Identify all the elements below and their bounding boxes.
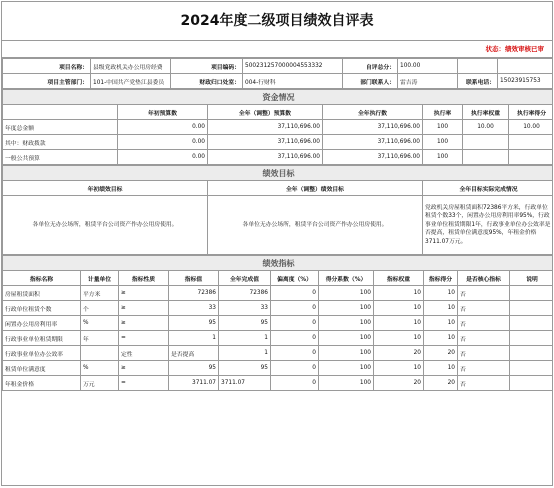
funds-header: 全年执行数 <box>323 105 423 120</box>
funds-cell <box>463 150 509 165</box>
indicator-cell: 95 <box>219 361 271 376</box>
indicator-cell: 是否提高 <box>169 346 219 361</box>
table-row <box>3 301 554 316</box>
indicator-cell: 3711.07 <box>169 376 219 391</box>
indicator-cell: 否 <box>458 376 510 391</box>
indicator-cell: 房屋租赁面积 <box>3 286 81 301</box>
indicator-cell: 10 <box>374 361 424 376</box>
indicator-cell: 10 <box>424 286 458 301</box>
indicator-cell: 10 <box>424 331 458 346</box>
actual-completion: 党政机关房屋租赁面积72386平方米，行政单位租赁个数33个，闲置办公用房利用率95%，行政事业单位租赁期限1年，行政事业单位办公效率是否提高，租赁单位满意度95%，年租金价格3711.07万元。 <box>423 196 554 255</box>
page-title: 2024年度二级项目绩效自评表 <box>2 2 552 41</box>
dept-label: 项目主管部门： <box>3 74 91 89</box>
info-empty-2 <box>498 59 554 74</box>
indicator-cell: 行政事业单位办公效率 <box>3 346 81 361</box>
funds-cell: 年度总金额 <box>3 120 118 135</box>
goals-header: 全年目标实际完成情况 <box>423 181 554 196</box>
funds-cell: 100 <box>423 150 463 165</box>
indicator-cell: 0 <box>271 361 319 376</box>
table-row <box>3 331 554 346</box>
indicator-header: 是否核心指标 <box>458 271 510 286</box>
project-code-value: 500231257000004553332 <box>243 59 343 74</box>
indicator-cell <box>510 361 554 376</box>
indicator-cell: 20 <box>374 376 424 391</box>
indicator-cell: 0 <box>271 286 319 301</box>
indicator-cell <box>81 346 119 361</box>
funds-table <box>2 89 553 165</box>
indicator-cell: 95 <box>169 316 219 331</box>
finance-label: 财政归口处室： <box>171 74 243 89</box>
indicator-cell: 10 <box>374 301 424 316</box>
score-label: 自评总分： <box>343 59 398 74</box>
dept-value: 101-中国共产党垫江县委员 <box>91 74 171 89</box>
indicator-cell: 3711.07 <box>219 376 271 391</box>
funds-cell: 37,110,696.00 <box>208 150 323 165</box>
funds-cell <box>509 135 554 150</box>
funds-cell: 37,110,696.00 <box>323 135 423 150</box>
contact-value: 雷吉涛 <box>398 74 458 89</box>
indicator-cell <box>510 301 554 316</box>
goals-section-title: 绩效目标 <box>3 166 554 181</box>
indicator-cell: 72386 <box>219 286 271 301</box>
table-row <box>3 361 554 376</box>
goals-table <box>2 165 553 255</box>
indicator-cell: 100 <box>319 376 374 391</box>
indicator-cell: 1 <box>219 346 271 361</box>
indicator-cell: 10 <box>374 316 424 331</box>
table-row <box>3 316 554 331</box>
indicator-cell: = <box>119 331 169 346</box>
indicator-cell <box>510 316 554 331</box>
funds-cell: 0.00 <box>118 135 208 150</box>
indicator-cell: 95 <box>169 361 219 376</box>
indicator-cell: 0 <box>271 346 319 361</box>
indicator-cell: 20 <box>424 376 458 391</box>
indicator-cell: 100 <box>319 316 374 331</box>
indicator-cell: 100 <box>319 331 374 346</box>
funds-header: 年初预算数 <box>118 105 208 120</box>
indicators-header-row <box>3 271 554 286</box>
indicator-cell: % <box>81 316 119 331</box>
indicator-header: 指标值 <box>169 271 219 286</box>
indicator-cell: 万元 <box>81 376 119 391</box>
indicator-cell <box>510 331 554 346</box>
indicator-header: 指标权重 <box>374 271 424 286</box>
indicator-cell: 1 <box>219 331 271 346</box>
goals-header: 全年（调整）绩效目标 <box>208 181 423 196</box>
funds-cell <box>463 135 509 150</box>
indicator-cell: 平方米 <box>81 286 119 301</box>
indicator-cell: 10 <box>374 286 424 301</box>
finance-value: 004-行财科 <box>243 74 343 89</box>
indicator-cell: 10 <box>424 361 458 376</box>
funds-cell: 10.00 <box>509 120 554 135</box>
funds-cell: 0.00 <box>118 150 208 165</box>
indicator-cell: 否 <box>458 346 510 361</box>
indicator-cell: 否 <box>458 316 510 331</box>
indicator-cell: 10 <box>374 331 424 346</box>
indicator-header: 指标性质 <box>119 271 169 286</box>
adjusted-goal: 各单位无办公场所，租赁平台公司资产作办公用房使用。 <box>208 196 423 255</box>
indicator-cell: 行政事业单位租赁期限 <box>3 331 81 346</box>
funds-cell: 37,110,696.00 <box>208 135 323 150</box>
indicator-cell: 0 <box>271 301 319 316</box>
indicator-cell: 否 <box>458 301 510 316</box>
funds-header-row <box>3 105 554 120</box>
indicator-cell: 95 <box>219 316 271 331</box>
project-name-value: 县级党政机关办公用房经费 <box>91 59 171 74</box>
indicator-cell: 闲置办公用房利用率 <box>3 316 81 331</box>
funds-cell <box>509 150 554 165</box>
indicator-cell: 72386 <box>169 286 219 301</box>
table-row <box>3 150 554 165</box>
indicator-cell: 否 <box>458 361 510 376</box>
indicator-cell: 0 <box>271 376 319 391</box>
indicator-cell <box>510 346 554 361</box>
indicator-cell: 0 <box>271 316 319 331</box>
table-row <box>3 120 554 135</box>
funds-header: 执行率权重 <box>463 105 509 120</box>
indicator-cell: ≥ <box>119 301 169 316</box>
indicator-cell: 年租金价格 <box>3 376 81 391</box>
goals-content-row <box>3 196 554 255</box>
phone-label: 联系电话： <box>458 74 498 89</box>
funds-section-title: 资金情况 <box>3 90 554 105</box>
indicator-header: 指标名称 <box>3 271 81 286</box>
indicator-cell: 否 <box>458 331 510 346</box>
indicator-cell: 年 <box>81 331 119 346</box>
table-row <box>3 135 554 150</box>
indicator-cell: 100 <box>319 301 374 316</box>
goals-header: 年初绩效目标 <box>3 181 208 196</box>
indicator-header: 计量单位 <box>81 271 119 286</box>
indicator-cell: 20 <box>374 346 424 361</box>
indicators-section-title: 绩效指标 <box>3 256 554 271</box>
indicator-cell: % <box>81 361 119 376</box>
indicator-cell: ≥ <box>119 361 169 376</box>
table-row <box>3 286 554 301</box>
project-name-label: 项目名称： <box>3 59 91 74</box>
info-row-2 <box>3 74 554 89</box>
indicator-cell: 10 <box>424 301 458 316</box>
indicator-header: 全年完成值 <box>219 271 271 286</box>
funds-cell: 0.00 <box>118 120 208 135</box>
indicator-cell: 33 <box>169 301 219 316</box>
self-evaluation-form <box>1 1 553 486</box>
funds-cell: 100 <box>423 135 463 150</box>
indicator-cell: 行政单位租赁个数 <box>3 301 81 316</box>
funds-header: 执行率得分 <box>509 105 554 120</box>
project-info-table <box>2 58 553 89</box>
indicator-cell: 定性 <box>119 346 169 361</box>
indicator-cell: 个 <box>81 301 119 316</box>
funds-cell: 37,110,696.00 <box>208 120 323 135</box>
phone-value: 15023915753 <box>498 74 554 89</box>
indicator-cell: 100 <box>319 286 374 301</box>
indicator-cell: 10 <box>424 316 458 331</box>
indicator-header: 偏离度（%） <box>271 271 319 286</box>
indicator-header: 指标得分 <box>424 271 458 286</box>
indicator-cell: 100 <box>319 346 374 361</box>
indicator-cell <box>510 286 554 301</box>
goals-header-row <box>3 181 554 196</box>
indicator-cell: ≥ <box>119 286 169 301</box>
indicator-cell <box>510 376 554 391</box>
indicator-cell: = <box>119 376 169 391</box>
funds-header <box>3 105 118 120</box>
funds-cell: 37,110,696.00 <box>323 120 423 135</box>
initial-goal: 各单位无办公场所，租赁平台公司资产作办公用房使用。 <box>3 196 208 255</box>
indicator-cell: 100 <box>319 361 374 376</box>
funds-header: 全年（调整）预算数 <box>208 105 323 120</box>
indicators-table <box>2 255 553 391</box>
funds-cell: 其中：财政拨款 <box>3 135 118 150</box>
status-badge: 状态：绩效审核已审 <box>2 41 552 58</box>
score-value: 100.00 <box>398 59 458 74</box>
project-code-label: 项目编码： <box>171 59 243 74</box>
table-row <box>3 346 554 361</box>
indicator-cell: 33 <box>219 301 271 316</box>
indicator-header: 说明 <box>510 271 554 286</box>
indicator-cell: 1 <box>169 331 219 346</box>
funds-cell: 37,110,696.00 <box>323 150 423 165</box>
contact-label: 部门联系人： <box>343 74 398 89</box>
indicator-header: 得分系数（%） <box>319 271 374 286</box>
indicator-cell: 20 <box>424 346 458 361</box>
info-empty-1 <box>458 59 498 74</box>
indicator-cell: ≥ <box>119 316 169 331</box>
info-row-1 <box>3 59 554 74</box>
funds-header: 执行率 <box>423 105 463 120</box>
funds-cell: 100 <box>423 120 463 135</box>
indicator-cell: 0 <box>271 331 319 346</box>
indicator-cell: 租赁单位满意度 <box>3 361 81 376</box>
funds-cell: 10.00 <box>463 120 509 135</box>
funds-cell: 一般公共预算 <box>3 150 118 165</box>
table-row <box>3 376 554 391</box>
indicator-cell: 否 <box>458 286 510 301</box>
